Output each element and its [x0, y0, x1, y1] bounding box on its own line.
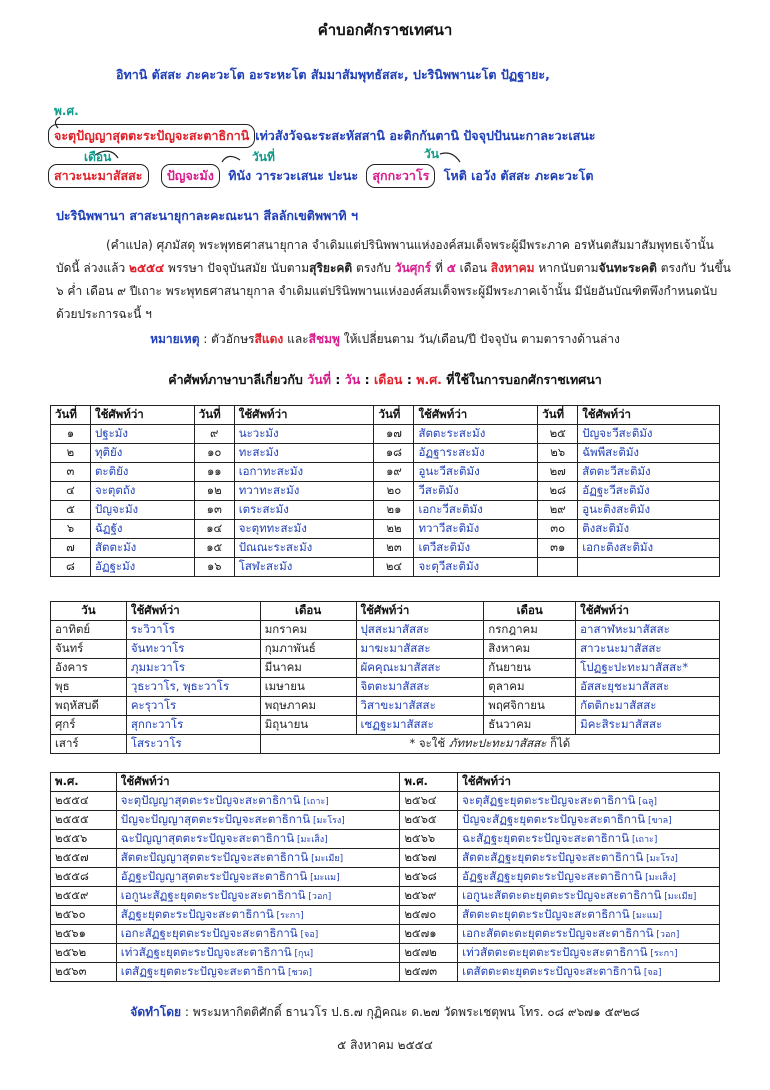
be-word-cell	[116, 963, 400, 982]
day-word-cell: ตะติยัง	[90, 463, 194, 482]
day-number-cell: ๘	[51, 558, 91, 577]
be-year-cell: ๒๕๖๗	[400, 849, 458, 868]
day-word-cell: ฉัพพีสะติมัง	[578, 444, 720, 463]
table-row	[51, 963, 720, 982]
note-label: หมายเหตุ	[150, 332, 200, 346]
be-word: เตสัตตะตะยุตตะระปัญจะสะตาธิกานิ	[462, 964, 641, 978]
week-key-cell: ศุกร์	[51, 716, 127, 735]
translation-text-3: ตรงกับ	[356, 261, 392, 275]
be-word: เท่วสัฏฐะยุตตะระปัญจะสะตาธิกานิ	[120, 945, 292, 959]
be-header-cell: พ.ศ.	[400, 773, 458, 792]
week-word-cell: จันทะวาโร	[126, 640, 260, 659]
subtitle-be: พ.ศ.	[416, 372, 442, 387]
be-animal-year: [จอ]	[297, 930, 319, 940]
be-word-cell	[458, 906, 720, 925]
footnote-prefix: * จะใช้	[409, 736, 449, 750]
translation-paragraph	[56, 234, 736, 326]
translation-year: ๒๕๕๔	[129, 261, 165, 275]
buddhist-era-table	[50, 772, 720, 982]
days-header-cell: วันที่	[194, 406, 234, 425]
be-year-cell: ๒๕๖๓	[51, 963, 117, 982]
week-key-cell: พฤหัสบดี	[51, 697, 127, 716]
week-key-cell: เสาร์	[51, 735, 127, 754]
arrow-month	[95, 151, 118, 158]
day-word-cell: ติงสะติมัง	[578, 520, 720, 539]
table-row	[51, 678, 720, 697]
table-row	[51, 887, 720, 906]
subtitle-sep-2: :	[364, 372, 370, 387]
week-key-cell: กรกฎาคม	[484, 621, 576, 640]
day-number-cell: ๒๕	[538, 425, 578, 444]
day-number-cell: ๒๔	[374, 558, 414, 577]
subtitle-text-1: คำศัพท์ภาษาบาลีเกี่ยวกับ	[168, 372, 303, 387]
be-word: ปัญจะปัญญาสุตตะระปัญจะสะตาธิกานิ	[120, 812, 311, 826]
table-row	[51, 425, 720, 444]
note-pink: สีชมพู	[308, 332, 340, 346]
day-word-cell: อัฏฐะมัง	[90, 558, 194, 577]
be-year-cell: ๒๕๖๘	[400, 868, 458, 887]
table-row	[51, 444, 720, 463]
week-header-cell: ใช้ศัพท์ว่า	[126, 602, 260, 621]
be-word-cell	[458, 849, 720, 868]
be-word: เอกะสัฏฐะยุตตะระปัญจะสะตาธิกานิ	[120, 926, 298, 940]
week-key-cell: พฤศจิกายน	[484, 697, 576, 716]
be-animal-year: [มะเมีย]	[661, 892, 697, 902]
be-year-cell: ๒๕๖๕	[400, 811, 458, 830]
table-row	[51, 501, 720, 520]
pali-line-2-rest: เท่วสังวัจฉะระสะหัสสานิ อะติกกันตานิ ปัจจุปปันนะกาละวะเสนะ	[255, 128, 596, 143]
day-number-cell: ๙	[194, 425, 234, 444]
day-number-cell: ๒๓	[374, 539, 414, 558]
week-key-cell: อาทิตย์	[51, 621, 127, 640]
be-word: จะตุสัฏฐะยุตตะระปัญจะสะตาธิกานิ	[462, 793, 636, 807]
be-animal-year: [จอ]	[640, 968, 662, 978]
subtitle-text-2: ที่ใช้ในการบอกศักราชเทศนา	[446, 372, 602, 387]
subtitle-month: เดือน	[374, 372, 403, 387]
day-number-cell: ๖	[51, 520, 91, 539]
week-table-header	[51, 602, 720, 621]
page-title: คำบอกศักราชเทศนา	[317, 21, 453, 39]
day-word-cell: ปฐะมัง	[90, 425, 194, 444]
be-animal-year: [เถาะ]	[300, 797, 329, 807]
be-word-cell	[116, 887, 400, 906]
arrow-day	[222, 156, 240, 162]
be-table-header	[51, 773, 720, 792]
be-word-cell	[116, 792, 400, 811]
day-word-cell: เอกะวีสะติมัง	[414, 501, 538, 520]
table-row	[51, 925, 720, 944]
be-header-cell: ใช้ศัพท์ว่า	[458, 773, 720, 792]
week-key-cell: สิงหาคม	[484, 640, 576, 659]
days-header-cell: ใช้ศัพท์ว่า	[578, 406, 720, 425]
day-number-cell: ๑๘	[374, 444, 414, 463]
be-word: เอกูนะสัตตะตะยุตตะระปัญจะสะตาธิกานิ	[462, 888, 662, 902]
table-row	[51, 539, 720, 558]
day-number-cell: ๑๓	[194, 501, 234, 520]
day-word-cell: เอกาทะสะมัง	[234, 463, 374, 482]
translation-text-4: ที่	[434, 261, 443, 275]
week-key-cell: กุมภาพันธ์	[260, 640, 356, 659]
week-word-cell: สุกกะวาโร	[126, 716, 260, 735]
be-word: ฉะสัฏฐะยุตตะระปัญจะสะตาธิกานิ	[462, 831, 630, 845]
label-day: วันที่	[252, 150, 275, 164]
be-word: เอกะสัตตะตะยุตตะระปัญจะสะตาธิกานิ	[462, 926, 654, 940]
day-number-cell: ๑๐	[194, 444, 234, 463]
be-word: สัตตะสัฏฐะยุตตะระปัญจะสะตาธิกานิ	[462, 850, 644, 864]
day-word-cell: เตวีสะติมัง	[414, 539, 538, 558]
week-key-cell: พฤษภาคม	[260, 697, 356, 716]
be-animal-year: [มะโรง]	[310, 816, 345, 826]
label-month: เดือน	[84, 150, 112, 164]
week-header-cell: ใช้ศัพท์ว่า	[576, 602, 720, 621]
subtitle-sep-1: :	[335, 372, 341, 387]
day-number-cell: ๒๘	[538, 482, 578, 501]
subtitle-day: วันที่	[307, 372, 332, 387]
days-table	[50, 405, 720, 577]
pali-year-word: จะตุปัญญาสุตตะระปัญจะสะตาธิกานิ	[48, 124, 255, 148]
day-number-cell: ๒๖	[538, 444, 578, 463]
week-key-cell: ธันวาคม	[484, 716, 576, 735]
table-row	[51, 697, 720, 716]
be-animal-year: [กุน]	[291, 949, 314, 959]
translation-text-2: พรรษา ปัจจุบันสมัย นับตาม	[168, 261, 310, 275]
translation-day: ๕	[446, 261, 456, 275]
table-row	[51, 792, 720, 811]
week-key-cell: เมษายน	[260, 678, 356, 697]
table-row	[51, 482, 720, 501]
pali-line-1: อิทานิ ตัสสะ ภะคะวะโต อะระหะโต สัมมาสัมพุทธัสสะ, ปะรินิพพานะโต ปัฏฐายะ,	[116, 67, 550, 82]
week-word-cell: ระวิวาโร	[126, 621, 260, 640]
week-word-cell: โสระวาโร	[126, 735, 260, 754]
translation-solar: สุริยะคติ	[309, 261, 353, 275]
day-number-cell: ๑๗	[374, 425, 414, 444]
table-row	[51, 735, 720, 754]
day-number-cell: ๑๕	[194, 539, 234, 558]
day-word-cell: อัฏฐะวีสะติมัง	[578, 482, 720, 501]
footer-date: ๕ สิงหาคม ๒๕๕๔	[337, 1038, 433, 1052]
table-row	[51, 640, 720, 659]
week-key-cell: อังคาร	[51, 659, 127, 678]
week-word-cell: วุธะวาโร, พุธะวาโร	[126, 678, 260, 697]
table-row	[51, 463, 720, 482]
be-animal-year: [มะโรง]	[643, 854, 678, 864]
day-number-cell	[538, 558, 578, 577]
translation-text-5: เดือน	[459, 261, 487, 275]
pali-weekday-word: สุกกะวาโร	[366, 164, 435, 188]
table-row	[51, 944, 720, 963]
day-number-cell: ๒๑	[374, 501, 414, 520]
be-animal-year: [ชวด]	[285, 968, 312, 978]
week-key-cell: มกราคม	[260, 621, 356, 640]
week-word-cell: โปฏฐะปะทะมาสัสสะ*	[576, 659, 720, 678]
week-header-cell: เดือน	[484, 602, 576, 621]
be-year-cell: ๒๕๗๐	[400, 906, 458, 925]
footnote-suffix: ก็ได้	[546, 736, 571, 750]
subtitle-sep-3: :	[406, 372, 412, 387]
be-word: อัฏฐะปัญญาสุตตะระปัญจะสะตาธิกานิ	[120, 869, 308, 883]
week-key-cell: มีนาคม	[260, 659, 356, 678]
table-row	[51, 520, 720, 539]
day-number-cell: ๒	[51, 444, 91, 463]
day-word-cell: อัฏฐาระสะมัง	[414, 444, 538, 463]
be-word: ฉะปัญญาสุตตะระปัญจะสะตาธิกานิ	[120, 831, 295, 845]
be-word-cell	[458, 868, 720, 887]
week-word-cell: อาสาฬหะมาสัสสะ	[576, 621, 720, 640]
pali-line-3-end: โหติ เอวัง ตัสสะ ภะคะวะโต	[443, 168, 594, 183]
day-number-cell: ๑๔	[194, 520, 234, 539]
table-row	[51, 830, 720, 849]
be-word-cell	[116, 811, 400, 830]
be-word-cell	[116, 944, 400, 963]
translation-text-1: (คำแปล) ศุภมัสดุ พระพุทธศาสนายุกาล จำเดิมแต่ปรินิพพานแห่งองค์สมเด็จพระผู้มีพระภาค อรหันตสัมมาสัมพุทธเจ้านั้น บัดนี้ ล่วงแล้ว	[56, 238, 714, 275]
pali-line-4: ปะรินิพพานา สาสะนายุกาละคะณะนา สีลลักเขติพพาทิ ฯ	[56, 208, 359, 223]
be-word-cell	[458, 887, 720, 906]
week-key-cell: จันทร์	[51, 640, 127, 659]
week-key-cell: ตุลาคม	[484, 678, 576, 697]
be-year-cell: ๒๕๗๓	[400, 963, 458, 982]
be-word-cell	[458, 963, 720, 982]
day-number-cell: ๑๖	[194, 558, 234, 577]
day-word-cell: ปัญจะมัง	[90, 501, 194, 520]
day-word-cell: เอกะติงสะติมัง	[578, 539, 720, 558]
be-animal-year: [ฉลู]	[635, 797, 657, 807]
day-word-cell: ทวาวีสะติมัง	[414, 520, 538, 539]
be-word-cell	[116, 925, 400, 944]
be-year-cell: ๒๕๕๘	[51, 868, 117, 887]
week-footnote-cell	[260, 735, 719, 754]
days-header-cell: ใช้ศัพท์ว่า	[414, 406, 538, 425]
week-word-cell: สาวะนะมาสัสสะ	[576, 640, 720, 659]
week-word-cell: จิตตะมาสัสสะ	[356, 678, 484, 697]
table-row	[51, 868, 720, 887]
be-word: สัตตะปัญญาสุตตะระปัญจะสะตาธิกานิ	[120, 850, 309, 864]
arrow-be	[55, 117, 60, 128]
footer-text: : พระมหากิตติศักดิ์ ธานวโร ป.ธ.๗ กุฏิคณะ ด.๒๗ วัดพระเชตุพน โทร. ๐๘ ๙๖๗๑ ๕๙๒๘	[184, 1005, 640, 1019]
day-number-cell: ๓๑	[538, 539, 578, 558]
week-word-cell: วิสาขะมาสัสสะ	[356, 697, 484, 716]
week-word-cell: อัสสะยุชะมาสัสสะ	[576, 678, 720, 697]
day-number-cell: ๓	[51, 463, 91, 482]
be-word: ปัญจะสัฏฐะยุตตะระปัญจะสะตาธิกานิ	[462, 812, 646, 826]
be-animal-year: [มะเมีย]	[308, 854, 344, 864]
be-animal-year: [ระกา]	[273, 911, 304, 921]
day-number-cell: ๗	[51, 539, 91, 558]
week-key-cell: มิถุนายน	[260, 716, 356, 735]
be-animal-year: [มะแม]	[307, 873, 340, 883]
day-word-cell: โสฬะสะมัง	[234, 558, 374, 577]
translation-weekday: วันศุกร์	[394, 261, 432, 275]
table-row	[51, 811, 720, 830]
week-word-cell: คะรุวาโร	[126, 697, 260, 716]
translation-month: สิงหาคม	[490, 261, 535, 275]
be-word-cell	[116, 830, 400, 849]
day-word-cell	[578, 558, 720, 577]
day-word-cell: ปัณณะระสะมัง	[234, 539, 374, 558]
days-header-cell: วันที่	[374, 406, 414, 425]
label-weekday: วัน	[424, 147, 439, 161]
table-row	[51, 716, 720, 735]
day-number-cell: ๑๒	[194, 482, 234, 501]
week-key-cell: กันยายน	[484, 659, 576, 678]
be-header-cell: ใช้ศัพท์ว่า	[116, 773, 400, 792]
be-year-cell: ๒๕๗๒	[400, 944, 458, 963]
callout-arrows	[0, 0, 770, 200]
week-word-cell: เชฏฐะมาสัสสะ	[356, 716, 484, 735]
be-year-cell: ๒๕๕๔	[51, 792, 117, 811]
translation-text-6: หากนับตาม	[538, 261, 599, 275]
be-word: สัฏฐะยุตตะระปัญจะสะตาธิกานิ	[120, 907, 274, 921]
day-word-cell: สัตตะมัง	[90, 539, 194, 558]
day-number-cell: ๒๒	[374, 520, 414, 539]
day-number-cell: ๔	[51, 482, 91, 501]
week-header-cell: วัน	[51, 602, 127, 621]
be-year-cell: ๒๕๖๔	[400, 792, 458, 811]
day-number-cell: ๕	[51, 501, 91, 520]
be-word: จะตุปัญญาสุตตะระปัญจะสะตาธิกานิ	[120, 793, 301, 807]
subtitle-weekday: วัน	[344, 372, 361, 387]
be-animal-year: [มะแม]	[629, 911, 662, 921]
day-word-cell: จะตุวีสะติมัง	[414, 558, 538, 577]
day-number-cell: ๓๐	[538, 520, 578, 539]
day-word-cell: นะวะมัง	[234, 425, 374, 444]
be-word-cell	[116, 849, 400, 868]
be-year-cell: ๒๕๖๒	[51, 944, 117, 963]
be-word: เอกูนะสัฏฐะยุตตะระปัญจะสะตาธิกานิ	[120, 888, 306, 902]
day-number-cell: ๑๙	[374, 463, 414, 482]
day-number-cell: ๑๑	[194, 463, 234, 482]
be-word: เตสัฏฐะยุตตะระปัญจะสะตาธิกานิ	[120, 964, 286, 978]
day-number-cell: ๑	[51, 425, 91, 444]
days-header-cell: ใช้ศัพท์ว่า	[90, 406, 194, 425]
footnote-word: ภัททะปะทะมาสัสสะ	[448, 736, 547, 750]
day-word-cell: อูนะวีสะติมัง	[414, 463, 538, 482]
week-word-cell: มิคะสิระมาสัสสะ	[576, 716, 720, 735]
week-key-cell: พุธ	[51, 678, 127, 697]
be-word-cell	[458, 925, 720, 944]
table-row	[51, 906, 720, 925]
be-word-cell	[458, 792, 720, 811]
arrow-weekday	[440, 153, 460, 162]
footer-credit	[0, 1003, 770, 1022]
day-word-cell: สัตตะวีสะติมัง	[578, 463, 720, 482]
be-word-cell	[458, 811, 720, 830]
week-word-cell: กัตติกะมาสัสสะ	[576, 697, 720, 716]
be-year-cell: ๒๕๕๖	[51, 830, 117, 849]
footer-label: จัดทำโดย	[130, 1005, 182, 1019]
table-row	[51, 558, 720, 577]
days-header-cell: วันที่	[538, 406, 578, 425]
table-row	[51, 659, 720, 678]
day-number-cell: ๒๐	[374, 482, 414, 501]
be-animal-year: [มะเส็ง]	[642, 873, 676, 883]
be-year-cell: ๒๕๖๑	[51, 925, 117, 944]
label-be: พ.ศ.	[54, 104, 79, 118]
be-word: เท่วสัตตะตะยุตตะระปัญจะสะตาธิกานิ	[462, 945, 648, 959]
be-year-cell: ๒๕๕๗	[51, 849, 117, 868]
vocab-subtitle	[0, 370, 770, 390]
be-word-cell	[458, 944, 720, 963]
be-year-cell: ๒๕๖๐	[51, 906, 117, 925]
be-animal-year: [วอก]	[653, 930, 680, 940]
translation-text-7: ตรงกับ วันขึ้น ๖ ค่ำ เดือน ๙ ปีเถาะ พระพุทธศาสนายุกาล จำเดิมแต่ปรินิพพานแห่งองค์สมเด็จพระผู้มีพระภาคเจ้านั้น มีนัยอันบัณฑิตพึงกำหนดนับ ด้วยประการฉะนี้ ฯ	[56, 261, 731, 321]
day-word-cell: เตระสะมัง	[234, 501, 374, 520]
day-word-cell: อูนะติงสะติมัง	[578, 501, 720, 520]
day-word-cell: วีสะติมัง	[414, 482, 538, 501]
day-word-cell: จะตุตถัง	[90, 482, 194, 501]
week-header-cell: เดือน	[260, 602, 356, 621]
be-animal-year: [ระกา]	[647, 949, 678, 959]
days-header-cell: ใช้ศัพท์ว่า	[234, 406, 374, 425]
be-word: อัฏฐะสัฏฐะยุตตะระปัญจะสะตาธิกานิ	[462, 869, 643, 883]
be-word-cell	[116, 906, 400, 925]
day-word-cell: ปัญจะวีสะติมัง	[578, 425, 720, 444]
day-number-cell: ๒๙	[538, 501, 578, 520]
be-word-cell	[458, 830, 720, 849]
week-word-cell: มาฆะมาสัสสะ	[356, 640, 484, 659]
be-animal-year: [ขาล]	[645, 816, 672, 826]
note-line	[0, 330, 770, 349]
weekday-month-table	[50, 601, 720, 754]
note-text-1: : ตัวอักษร	[203, 332, 255, 346]
pali-month-word: สาวะนะมาสัสสะ	[48, 164, 149, 188]
be-animal-year: [เถาะ]	[629, 835, 658, 845]
day-number-cell: ๒๗	[538, 463, 578, 482]
be-year-cell: ๒๕๖๙	[400, 887, 458, 906]
day-word-cell: จะตุททะสะมัง	[234, 520, 374, 539]
table-row	[51, 621, 720, 640]
note-text-2: และ	[287, 332, 309, 346]
table-row	[51, 849, 720, 868]
day-word-cell: ทวาทะสะมัง	[234, 482, 374, 501]
be-word-cell	[116, 868, 400, 887]
week-header-cell: ใช้ศัพท์ว่า	[356, 602, 484, 621]
note-red: สีแดง	[254, 332, 284, 346]
day-word-cell: ฉัฏฐัง	[90, 520, 194, 539]
pali-day-word: ปัญจะมัง	[161, 164, 220, 188]
be-year-cell: ๒๕๕๕	[51, 811, 117, 830]
be-year-cell: ๒๕๖๖	[400, 830, 458, 849]
week-word-cell: ภุมมะวาโร	[126, 659, 260, 678]
day-word-cell: ทุติยัง	[90, 444, 194, 463]
pali-line-3-mid: ทินัง วาระวะเสนะ ปะนะ	[228, 168, 359, 183]
be-animal-year: [วอก]	[305, 892, 332, 902]
day-word-cell: ทะสะมัง	[234, 444, 374, 463]
be-header-cell: พ.ศ.	[51, 773, 117, 792]
translation-lunar: จันทะระคติ	[598, 261, 657, 275]
day-word-cell: สัตตะระสะมัง	[414, 425, 538, 444]
week-word-cell: ผัคคุณะมาสัสสะ	[356, 659, 484, 678]
be-year-cell: ๒๕๗๑	[400, 925, 458, 944]
days-header-cell: วันที่	[51, 406, 91, 425]
be-animal-year: [มะเส็ง]	[294, 835, 328, 845]
days-table-header	[51, 406, 720, 425]
week-word-cell: ปุสสะมาสัสสะ	[356, 621, 484, 640]
be-year-cell: ๒๕๕๙	[51, 887, 117, 906]
be-word: สัตตะตะยุตตะระปัญจะสะตาธิกานิ	[462, 907, 630, 921]
note-text-3: ให้เปลี่ยนตาม วัน/เดือน/ปี ปัจจุบัน ตามตารางด้านล่าง	[343, 332, 620, 346]
